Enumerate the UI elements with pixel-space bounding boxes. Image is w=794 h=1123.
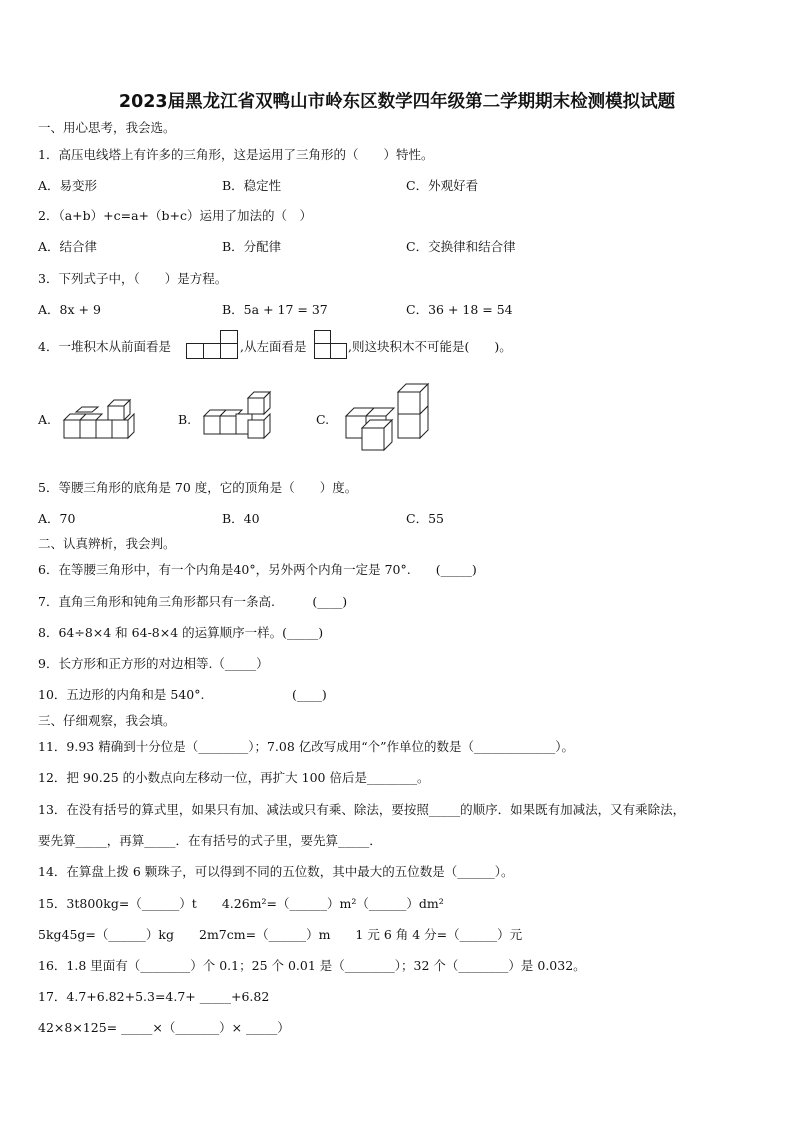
question-2-option-a[interactable]: A．结合律 <box>38 239 98 254</box>
question-4-option-a[interactable]: A. <box>38 412 52 427</box>
question-1-option-b[interactable]: B．稳定性 <box>222 178 282 193</box>
question-17-line-2: 42×8×125= _____×（_______）× _____） <box>38 1020 290 1035</box>
question-5-option-b[interactable]: B．40 <box>222 511 260 526</box>
question-8: 8．64÷8×4 和 64-8×4 的运算顺序一样。(_____) <box>38 625 324 640</box>
question-4-stem-pre: 4．一堆积木从前面看是 <box>38 339 171 354</box>
question-12: 12．把 90.25 的小数点向左移动一位，再扩大 100 倍后是________。 <box>38 770 430 785</box>
question-3-stem: 3．下列式子中，（ ）是方程。 <box>38 271 228 286</box>
question-13-line-1: 13．在没有括号的算式里，如果只有加、减法或只有乘、除法，要按照_____的顺序．如果既有加减法，又有乘除法， <box>38 802 686 817</box>
question-14: 14．在算盘上拨 6 颗珠子，可以得到不同的五位数，其中最大的五位数是（______）。 <box>38 864 514 879</box>
option-a-blocks-figure <box>62 394 140 446</box>
front-view-figure <box>186 330 238 360</box>
section-heading-3: 三、仔细观察，我会填。 <box>38 713 176 728</box>
question-2-option-b[interactable]: B．分配律 <box>222 239 282 254</box>
page-title: 2023届黑龙江省双鸭山市岭东区数学四年级第二学期期末检测模拟试题 <box>118 92 676 112</box>
question-15-line-2: 5kg45g=（______）kg 2m7cm=（______）m 1 元 6 角 4 分=（______）元 <box>38 927 523 942</box>
question-1-option-c[interactable]: C．外观好看 <box>406 178 479 193</box>
section-heading-2: 二、认真辨析，我会判。 <box>38 536 176 551</box>
question-4-option-c[interactable]: C. <box>316 412 330 427</box>
question-5-option-a[interactable]: A．70 <box>38 511 76 526</box>
question-4-option-b[interactable]: B. <box>178 412 192 427</box>
option-b-blocks-figure <box>202 390 278 446</box>
question-5-option-c[interactable]: C．55 <box>406 511 444 526</box>
question-5-stem: 5．等腰三角形的底角是 70 度，它的顶角是（ ）度。 <box>38 480 358 495</box>
question-16: 16．1.8 里面有（________）个 0.1；25 个 0.01 是（________）；32 个（________）是 0.032。 <box>38 958 586 973</box>
question-4-stem-post: ,则这块积木不可能是( )。 <box>348 339 512 354</box>
left-view-figure <box>314 330 348 360</box>
question-9: 9．长方形和正方形的对边相等.（_____） <box>38 656 269 671</box>
question-11: 11．9.93 精确到十分位是（________）；7.08 亿改写成用“个”作单位的数是（_____________）。 <box>38 739 575 754</box>
question-13-line-2: 要先算_____，再算_____．在有括号的式子里，要先算_____． <box>38 833 382 848</box>
question-10: 10．五边形的内角和是 540°. (____) <box>38 687 327 702</box>
question-2-option-c[interactable]: C．交换律和结合律 <box>406 239 516 254</box>
question-7: 7．直角三角形和钝角三角形都只有一条高. (____) <box>38 594 348 609</box>
option-c-blocks-figure <box>344 382 436 454</box>
question-1-option-a[interactable]: A．易变形 <box>38 178 98 193</box>
section-heading-1: 一、用心思考，我会选。 <box>38 120 176 135</box>
question-3-option-b[interactable]: B．5a + 17 = 37 <box>222 302 328 317</box>
question-2-stem: 2．（a+b）+c=a+（b+c）运用了加法的（ ） <box>38 208 312 223</box>
question-6: 6．在等腰三角形中，有一个内角是40°，另外两个内角一定是 70°. (_____) <box>38 562 477 577</box>
question-1-stem: 1．高压电线塔上有许多的三角形，这是运用了三角形的（ ）特性。 <box>38 147 434 162</box>
question-4-stem-mid: ,从左面看是 <box>240 339 307 354</box>
question-3-option-c[interactable]: C．36 + 18 = 54 <box>406 302 513 317</box>
question-15-line-1: 15．3t800kg=（______）t 4.26m²=（______）m²（______）dm² <box>38 896 444 911</box>
question-17-line-1: 17．4.7+6.82+5.3=4.7+ _____+6.82 <box>38 989 270 1004</box>
question-3-option-a[interactable]: A．8x + 9 <box>38 302 101 317</box>
